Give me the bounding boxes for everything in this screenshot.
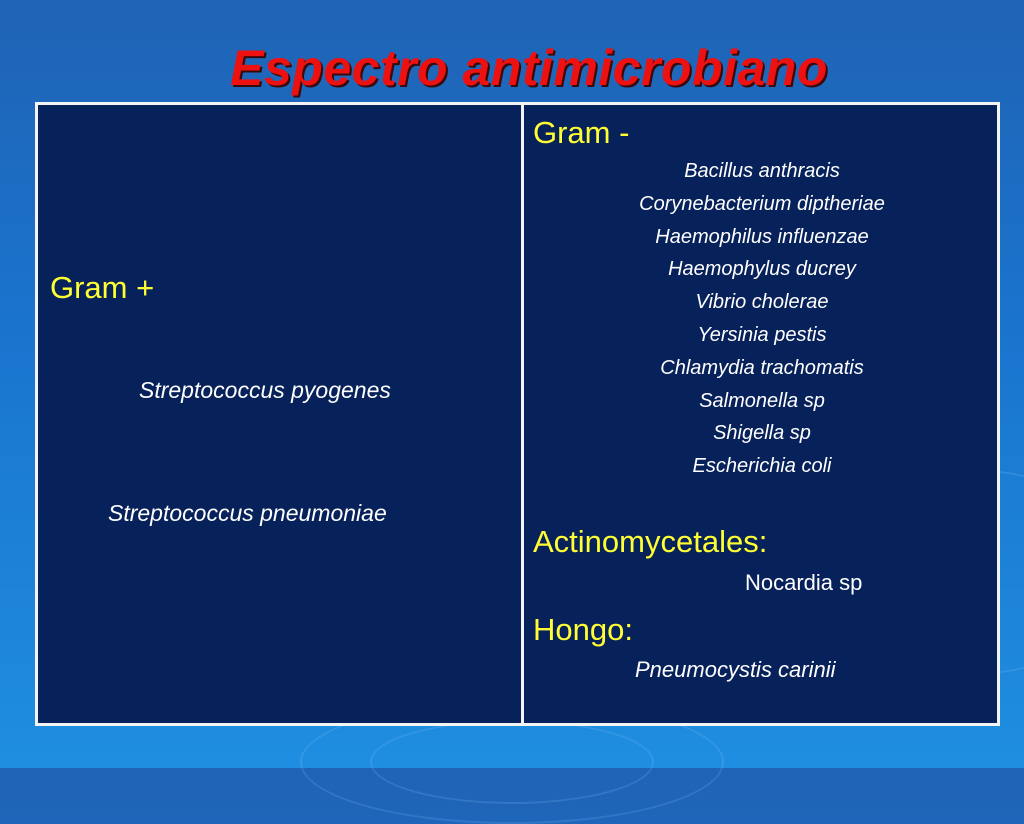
gram-negative-item: Haemophylus ducrey: [668, 258, 856, 281]
gram-negative-item: Chlamydia trachomatis: [660, 356, 864, 379]
fungi-heading: Hongo:: [533, 612, 633, 647]
gram-negative-item: Salmonella sp: [699, 389, 825, 412]
gram-negative-list: [524, 155, 1000, 483]
slide-title: Espectro antimicrobiano: [230, 40, 828, 96]
gram-negative-item: Escherichia coli: [692, 455, 832, 478]
actinomycetales-item: Nocardia sp: [745, 570, 863, 595]
gram-positive-item: Streptococcus pyogenes: [139, 377, 391, 403]
gram-negative-item: Yersinia pestis: [697, 323, 827, 346]
actinomycetales-heading: Actinomycetales:: [533, 524, 768, 559]
background-ripple: [370, 720, 654, 804]
gram-negative-heading: Gram -: [533, 115, 630, 150]
gram-negative-item: Vibrio cholerae: [695, 291, 829, 314]
gram-negative-item: Corynebacterium diptheriae: [639, 192, 885, 215]
fungi-item: Pneumocystis carinii: [635, 657, 836, 682]
gram-negative-item: Shigella sp: [713, 422, 811, 445]
spectrum-table: [35, 102, 1000, 726]
gram-positive-item: Streptococcus pneumoniae: [108, 500, 387, 526]
gram-negative-item: Haemophilus influenzae: [655, 225, 869, 248]
gram-positive-heading: Gram +: [50, 270, 155, 305]
gram-negative-item: Bacillus anthracis: [684, 160, 840, 182]
